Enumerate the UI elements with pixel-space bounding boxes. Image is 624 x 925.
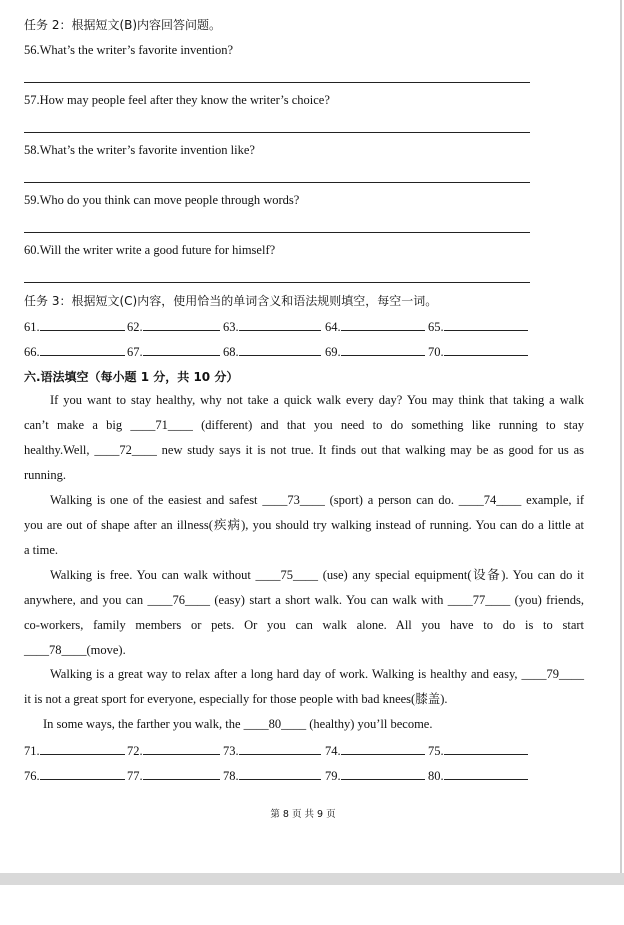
section6-title: 六.语法填空（每小题 1 分，共 10 分）	[24, 370, 239, 384]
paragraph-2-line: you are out of shape after an illness(疾病), you should try walking instead of running. You can do a little at	[24, 518, 584, 532]
paragraph-1-line: If you want to stay healthy, why not take a quick walk every day? You may think that taking a walk	[50, 393, 584, 407]
task2-title: 任务 2：根据短文(B)内容回答问题。	[24, 18, 222, 32]
paragraph-3	[24, 563, 584, 663]
page-number-footer: 第 8 页 共 9 页	[270, 809, 336, 820]
paragraph-3-line: ____78____(move).	[24, 643, 126, 657]
page-gap	[0, 873, 624, 885]
answer-line-59	[24, 232, 530, 233]
blank-73: 73.	[223, 742, 321, 759]
answer-line-56	[24, 82, 530, 83]
blank-61: 61.	[24, 318, 125, 335]
paragraph-4-line: Walking is a great way to relax after a long hard day of work. Walking is healthy and easy, ____79____	[50, 667, 584, 681]
paragraph-5-line: In some ways, the farther you walk, the ____80____ (healthy) you’ll become.	[43, 717, 433, 731]
section6-blank-row-1	[24, 742, 534, 760]
paragraph-3-line: anywhere, and you can ____76____ (easy) start a short walk. You can walk with ____77____ (you) friends,	[24, 593, 584, 607]
paragraph-3-line: co-workers, family members or pets. Or you can walk alone. All you have to do is to start	[24, 618, 584, 632]
task3-blank-row-2	[24, 343, 534, 361]
blank-66: 66.	[24, 343, 125, 360]
paragraph-3-line: Walking is free. You can walk without ____75____ (use) any special equipment(设备). You can do it	[50, 568, 584, 582]
answer-line-57	[24, 132, 530, 133]
answer-line-58	[24, 182, 530, 183]
blank-62: 62.	[127, 318, 220, 335]
page-edge	[620, 0, 622, 873]
blank-69: 69.	[325, 343, 425, 360]
blank-72: 72.	[127, 742, 220, 759]
blank-63: 63.	[223, 318, 321, 335]
question-56: 56.What’s the writer’s favorite invention?	[24, 43, 234, 57]
task3-title: 任务 3：根据短文(C)内容，使用恰当的单词含义和语法规则填空，每空一词。	[24, 294, 438, 308]
paragraph-5	[43, 712, 603, 737]
blank-70: 70.	[428, 343, 528, 360]
blank-77: 77.	[127, 767, 220, 784]
blank-78: 78.	[223, 767, 321, 784]
question-57: 57.How may people feel after they know the writer’s choice?	[24, 93, 330, 107]
blank-75: 75.	[428, 742, 528, 759]
blank-79: 79.	[325, 767, 425, 784]
blank-74: 74.	[325, 742, 425, 759]
section6-blank-row-2	[24, 767, 534, 785]
question-60: 60.Will the writer write a good future for himself?	[24, 243, 276, 257]
question-59: 59.Who do you think can move people through words?	[24, 193, 300, 207]
paragraph-2-line: Walking is one of the easiest and safest ____73____ (sport) a person can do. ____74____ example, if	[50, 493, 584, 507]
paragraph-4-line: it is not a great sport for everyone, especially for those people with bad knees(膝盖).	[24, 692, 448, 706]
paragraph-1-line: can’t make a big ____71____ (different) and that you need to do something like running to stay	[24, 418, 584, 432]
paragraph-1-line: healthy.Well, ____72____ new study says it is not true. It finds out that walking may be as good for us as	[24, 443, 584, 457]
paragraph-4	[24, 662, 584, 712]
answer-line-60	[24, 282, 530, 283]
paragraph-2-line: a time.	[24, 543, 59, 557]
question-58: 58.What’s the writer’s favorite invention like?	[24, 143, 255, 157]
blank-80: 80.	[428, 767, 528, 784]
blank-71: 71.	[24, 742, 125, 759]
blank-65: 65.	[428, 318, 528, 335]
task3-blank-row-1	[24, 318, 534, 336]
blank-76: 76.	[24, 767, 125, 784]
blank-68: 68.	[223, 343, 321, 360]
paragraph-1	[24, 388, 584, 488]
blank-67: 67.	[127, 343, 220, 360]
paragraph-2	[24, 488, 584, 563]
blank-64: 64.	[325, 318, 425, 335]
paragraph-1-line: running.	[24, 468, 67, 482]
